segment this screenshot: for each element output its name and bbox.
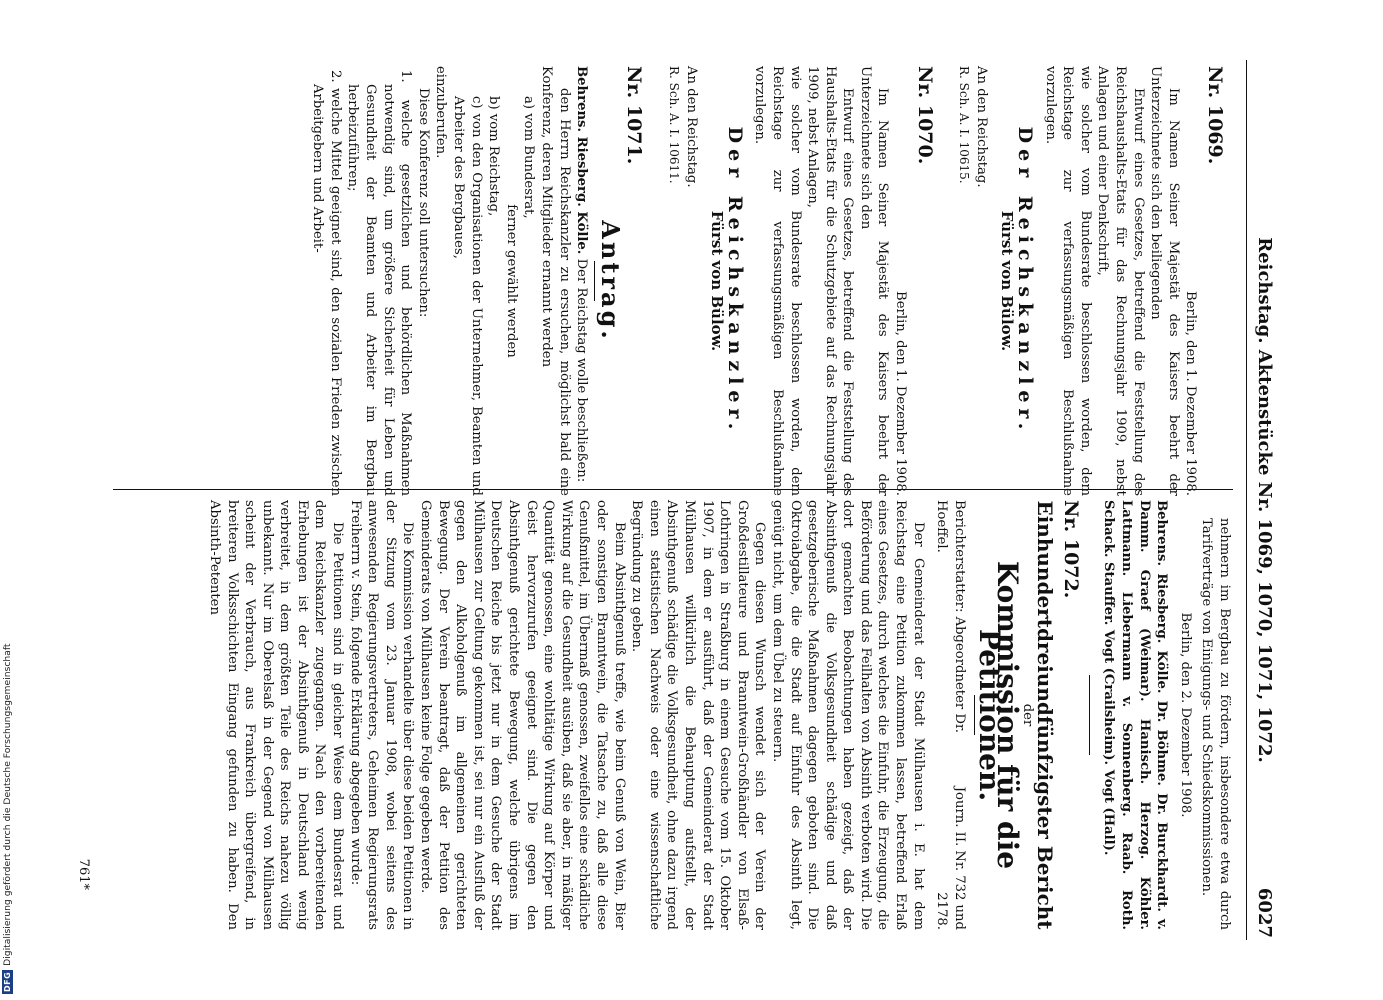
doc-1072-commission: Kommission für die Petitionen.	[973, 560, 1025, 870]
doc-1070-signature-title: Der Reichskanzler.	[723, 126, 746, 436]
doc-1069-intro: Im Namen Seiner Majestät des Kaisers beehrt der Unterzeichnete sich den beiliegenden	[1148, 66, 1181, 496]
doc-1071-item-a: a) vom Bundesrat,	[521, 96, 537, 219]
page-number: 6027	[1254, 887, 1275, 938]
doc-1069-signature-name: Fürst von Bülow.	[998, 210, 1017, 352]
dfg-logo-icon: DFG	[3, 971, 12, 992]
doc-1070-intro: Im Namen Seiner Majestät des Kaisers beehrt der Unterzeichnete sich den	[857, 66, 891, 496]
doc-1070-body: Entwurf eines Gesetzes, betreffend die Feststellung des Haushalts-Etats für die Schutzgebiete auf das Rechnungsjahr 1909, nebst Anlagen,	[805, 66, 856, 496]
doc-1070-signature-name: Fürst von Bülow.	[708, 210, 727, 352]
doc-1071-point-2: 2. welche Mittel geeignet sind, den sozialen Frieden zwischen Arbeitgebern und Arbeit-	[310, 70, 343, 496]
doc-1070-addressee: An den Reichstag.	[683, 66, 699, 188]
doc-1071-continuation: nehmern im Bergbau zu fördern, insbesondere etwa durch Tarifverträge von Einigungs- und Schiedskommissionen.	[1199, 518, 1232, 930]
doc-1071-intro-names: Behrens. Riesberg. Kölle.	[574, 66, 590, 255]
doc-1071-convened: einzuberufen.	[433, 66, 449, 159]
page-header-title: Reichstag. Aktenstücke Nr. 1069, 1070, 1071, 1072.	[1254, 237, 1275, 763]
doc-1071-intro-rest: Der Reichstag wolle beschließen:	[574, 258, 590, 483]
left-column	[309, 66, 1233, 496]
doc-1072-paragraph-3: Beim Absinthgenuß treffe, wie beim Genuß von Wein, Bier oder sonstigen Branntwein, die Tatsache zu, daß alle diese Genußmittel, im Übermaß genossen, zweifellos eine schädliche Wirkung auf die Gesundheit ausüben, daß sie aber, in mäßiger Quantität genossen, eine wohltätige Wirkung auf Körper und Geist hervorzurufen geeignet sind. Die gegen den Absinthgenuß gerichtete Bewegung, welche übrigens im Deutschen Reiche bis jetzt nur in dem Gesuche der Stadt Mülhausen zur Geltung gekommen ist, sei nur ein Ausfluß der gegen den Alkoholgenuß im allgemeinen gerichteten Bewegung. Der Verein beantragt, daß der Petition des Gemeinderats von Mülhausen keine Folge gegeben werde.	[418, 500, 627, 930]
doc-1072-paragraph-4: Die Kommission verhandelte über diese beiden Petitionen in der Sitzung vom 23. Januar 1908, wobei seitens des anwesenden Regierungsvertreters, Geheimen Regierungsrats Freiherrn v. Stein, folgende Erklärung abgegeben wurde:	[347, 500, 416, 930]
section-rule	[1089, 675, 1090, 755]
doc-1069-number: Nr. 1069.	[1204, 66, 1226, 165]
doc-1071-item-b: b) vom Reichstag,	[486, 96, 502, 217]
doc-1070-reference: R. Sch. A. I. 10611.	[666, 66, 681, 184]
doc-1072-paragraph-2: Gegen diesen Wunsch wendet sich der Verein der Großdestillateure und Branntwein-Großhändler von Elsaß-Lothringen in Straßburg in einem Gesuche vom 15. Oktober 1907, in dem er ausführt, daß der Gemeinderat der Stadt Mülhausen willkürlich die Behauptung aufstellt, der Absinthgenuß schädige die Volksgesundheit, ohne dazu irgend einen statistischen Nachweis oder eine wissenschaftliche Begründung zu geben.	[629, 500, 768, 930]
header-rule	[1246, 60, 1247, 940]
doc-1069-addressee: An den Reichstag.	[973, 66, 989, 188]
doc-1069-date: Berlin, den 1. Dezember 1908.	[1183, 291, 1199, 496]
doc-1071-item-c: c) von den Organisationen der Unternehmer, Beamten und Arbeiter des Bergbaues,	[451, 96, 484, 496]
doc-1069-body: Entwurf eines Gesetzes, betreffend die Feststellung des Reichshaushalts-Etats für das Rechnungsjahr 1909, nebst Anlagen und einer Denkschrift,	[1095, 66, 1146, 496]
funding-text: Digitalisierung gefördert durch die Deutsche Forschungsgemeinschaft	[2, 643, 13, 966]
doc-1071-heading: Antrag.	[595, 220, 625, 342]
doc-1071-intro2: den Herrn Reichskanzler zu ersuchen, möglichst bald eine Konferenz, deren Mitglieder ernannt werden	[539, 66, 572, 496]
doc-1072-paragraph-5: Die Petitionen sind in gleicher Weise dem Bundesrat und dem Reichskanzler zugegangen. Nach den vorbereitenden Erhebungen ist der Absinthgenuß in Deutschland wenig verbreitet, in dem größten Teile des Reichs nahezu völlig unbekannt. Nur im Oberelsaß in der Gegend von Mülhausen scheint der Verbrauch, aus Frankreich übergreifend, in breiteren Volksschichten Eingang gefunden zu haben. Den Absinth-Petenten	[206, 500, 346, 930]
doc-1072-number: Nr. 1072.	[1059, 500, 1082, 599]
doc-1070-date: Berlin, den 1. Dezember 1908.	[893, 291, 909, 496]
doc-1070-closing: wie solcher vom Bundesrate beschlossen worden, dem Reichstage zur verfassungsmäßigen Beschlußnahme vorzulegen.	[752, 66, 803, 496]
footer-signature-mark: 761*	[76, 858, 91, 890]
doc-1071-signers: Behrens. Riesberg. Kölle. Dr. Böhme. Dr. Burckhardt. v. Damm. Graef (Weimar). Hanisch. Herzog. Köhler. Lattmann. Liebermann v. Sonnenberg. Raab. Roth. Schack. Stauffer. Vogt (Crailsheim). Vogt (Hall).	[1101, 500, 1170, 930]
doc-1072-report-title: Einhundertdreiundfünfzigster Bericht	[1033, 500, 1058, 930]
doc-1069-closing: wie solcher vom Bundesrate beschlossen worden, dem Reichstage zur verfassungsmäßigen Beschlußnahme vorzulegen.	[1042, 66, 1093, 496]
doc-1069-signature-title: Der Reichskanzler.	[1014, 126, 1037, 436]
doc-1071-point-1: 1. welche gesetzlichen und behördlichen Maßnahmen notwendig sind, um größere Sicherheit für Leben und Gesundheit der Beamten und Arbeiter im Bergbau herbeizuführen;	[345, 70, 414, 496]
doc-1072-journal: Journ. II. Nr. 732 und 2178.	[934, 786, 967, 930]
doc-1070-number: Nr. 1070.	[913, 66, 936, 165]
doc-1072-der: der	[1019, 703, 1035, 727]
right-column	[205, 500, 1233, 930]
doc-1072-paragraph-1: Der Gemeinderat der Stadt Mülhausen i. E. hat dem Reichstag eine Petition zukommen lassen, betreffend Erlaß eines Gesetzes, durch welches die Einfuhr, die Erzeugung, die Beförderung und das Feilhalten von Absinth verboten wird. Die dort gemachten Beobachtungen haben gezeigt, daß der Absinthgenuß die Volksgesundheit schädige und daß gesetzgeberische Maßnahmen dagegen geboten sind. Die Oktroiabgabe, die die Stadt auf Einfuhr des Absinth legt, genügt nicht, um dem Übel zu steuern.	[769, 500, 926, 930]
doc-1071-date: Berlin, den 2. Dezember 1908.	[1177, 612, 1193, 818]
doc-1069-reference: R. Sch. A. I. 10615.	[957, 66, 972, 184]
doc-1071-number: Nr. 1071.	[623, 66, 646, 165]
doc-1072-reporter: Berichterstatter: Abgeordneter Dr. Hoeffel.	[934, 500, 967, 733]
doc-1071-task: Diese Konferenz soll untersuchen:	[415, 88, 431, 318]
doc-1071-item-a2: ferner gewählt werden	[503, 204, 519, 358]
